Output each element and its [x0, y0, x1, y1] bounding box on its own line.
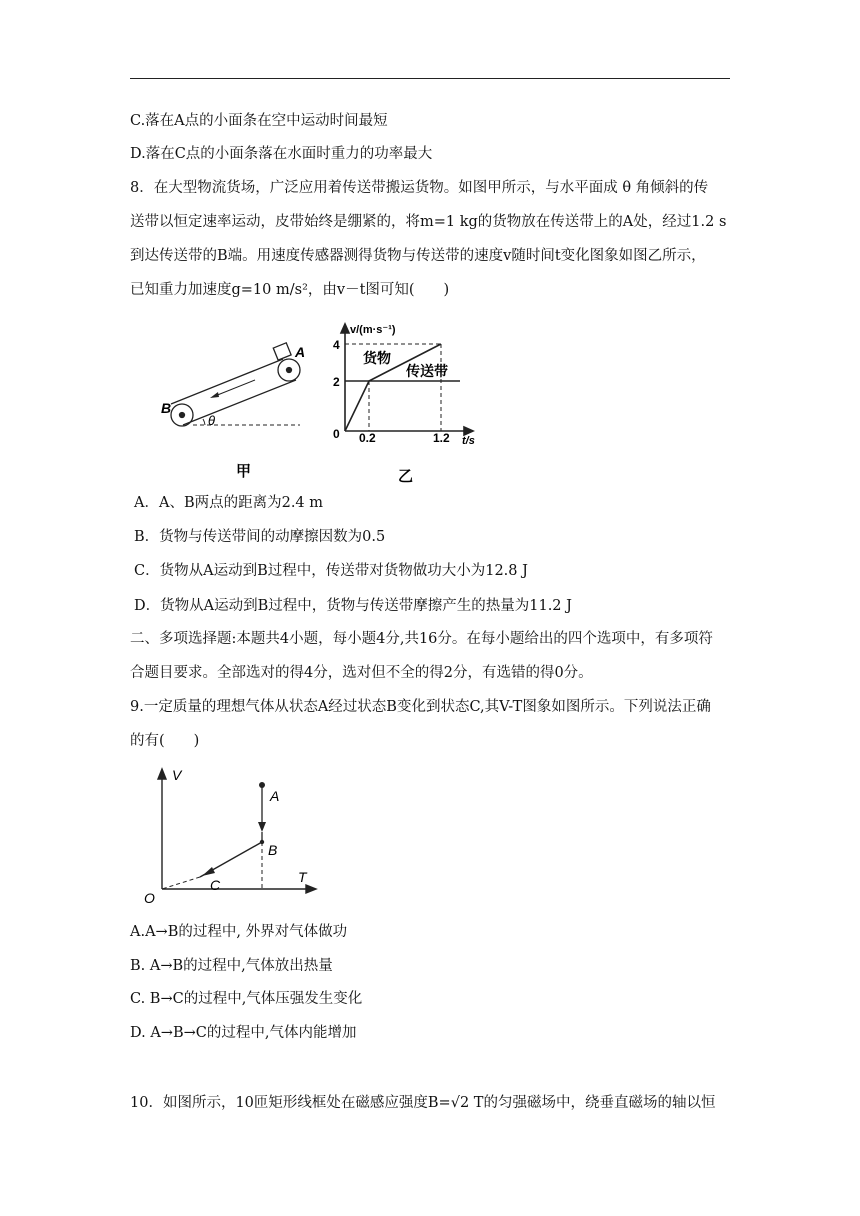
cargo-box — [273, 343, 291, 360]
caption-yi: 乙 — [398, 468, 414, 485]
vt-label-belt: 传送带 — [406, 363, 448, 379]
q8-stem-line-3: 到达传送带的B端。用速度传感器测得货物与传送带的速度v随时间t变化图象如图乙所示， — [130, 248, 706, 264]
vt-label-cargo: 货物 — [363, 350, 391, 366]
label-v-axis: V — [172, 767, 182, 783]
q7-option-c: C.落在A点的小面条在空中运动时间最短 — [130, 113, 388, 129]
figure-yi-vt-graph — [325, 318, 495, 490]
label-a: A — [295, 344, 306, 360]
section2-line-2: 合题目要求。全部选对的得4分，选对但不全的得2分，有选错的得0分。 — [130, 665, 593, 681]
section2-line-1: 二、多项选择题:本题共4小题，每小题4分,共16分。在每小题给出的四个选项中，有多项符 — [130, 631, 713, 647]
q9-option-c: C. B→C的过程中,气体压强发生变化 — [130, 991, 363, 1007]
label-b: B — [161, 400, 172, 416]
vt-xtick-1-2: 1.2 — [433, 431, 450, 445]
q10-stem: 10．如图所示，10匝矩形线框处在磁感应强度B=√2 T的匀强磁场中，绕垂直磁场的轴以恒 — [130, 1095, 716, 1111]
q7-option-d: D.落在C点的小面条落在水面时重力的功率最大 — [130, 146, 433, 162]
q8-option-d: D．货物从A运动到B过程中，货物与传送带摩擦产生的热量为11.2 J — [134, 598, 572, 614]
q8-option-b: B．货物与传送带间的动摩擦因数为0.5 — [134, 529, 386, 545]
extension-to-origin — [162, 877, 200, 889]
label-point-b: B — [268, 842, 278, 858]
theta-label: θ — [208, 413, 216, 428]
figure-vt-gas-graph — [140, 762, 330, 912]
label-point-c: C — [210, 877, 221, 893]
vt-ytick-4: 4 — [333, 338, 340, 352]
label-origin: O — [144, 890, 155, 906]
vt-origin: 0 — [333, 427, 340, 441]
q8-stem-line-4: 已知重力加速度g=10 m/s²，由v－t图可知( ) — [130, 282, 450, 298]
caption-jia: 甲 — [236, 463, 252, 480]
arrow-bc — [202, 867, 215, 876]
vt-axes — [341, 324, 473, 435]
q9-stem-line-2: 的有( ) — [130, 733, 200, 749]
vt-gas-axes — [158, 769, 316, 893]
q8-stem-line-1: 8．在大型物流货场，广泛应用着传送带搬运货物。如图甲所示，与水平面成 θ 角倾斜的传 — [130, 180, 709, 196]
vt-xlabel: t/s — [462, 435, 475, 447]
q8-option-c: C．货物从A运动到B过程中，传送带对货物做功大小为12.8 J — [134, 563, 528, 579]
q9-option-a: A.A→B的过程中, 外界对气体做功 — [130, 924, 348, 940]
figure-jia-conveyor — [150, 330, 320, 490]
angle-arc — [203, 419, 205, 425]
q9-stem-line-1: 9.一定质量的理想气体从状态A经过状态B变化到状态C,其V-T图象如图所示。下列说法正确 — [130, 699, 711, 715]
q8-stem-line-2: 送带以恒定速率运动，皮带始终是绷紧的，将m=1 kg的货物放在传送带上的A处，经过1.2 s — [130, 214, 727, 230]
header-rule — [130, 78, 730, 79]
vt-xtick-0-2: 0.2 — [359, 431, 376, 445]
q8-option-a: A．A、B两点的距离为2.4 m — [134, 495, 324, 511]
arrow-ab — [258, 822, 266, 832]
conveyor-belt — [171, 359, 300, 426]
vt-guide-lines — [345, 344, 441, 431]
label-point-a: A — [270, 788, 280, 804]
q9-option-b: B. A→B的过程中,气体放出热量 — [130, 958, 333, 974]
direction-arrow — [210, 380, 255, 398]
vt-ylabel: v/(m·s⁻¹) — [350, 324, 396, 336]
q9-option-d: D. A→B→C的过程中,气体内能增加 — [130, 1025, 357, 1041]
vt-ytick-2: 2 — [333, 375, 340, 389]
label-t-axis: T — [298, 869, 307, 885]
vt-cargo-line — [345, 344, 441, 431]
